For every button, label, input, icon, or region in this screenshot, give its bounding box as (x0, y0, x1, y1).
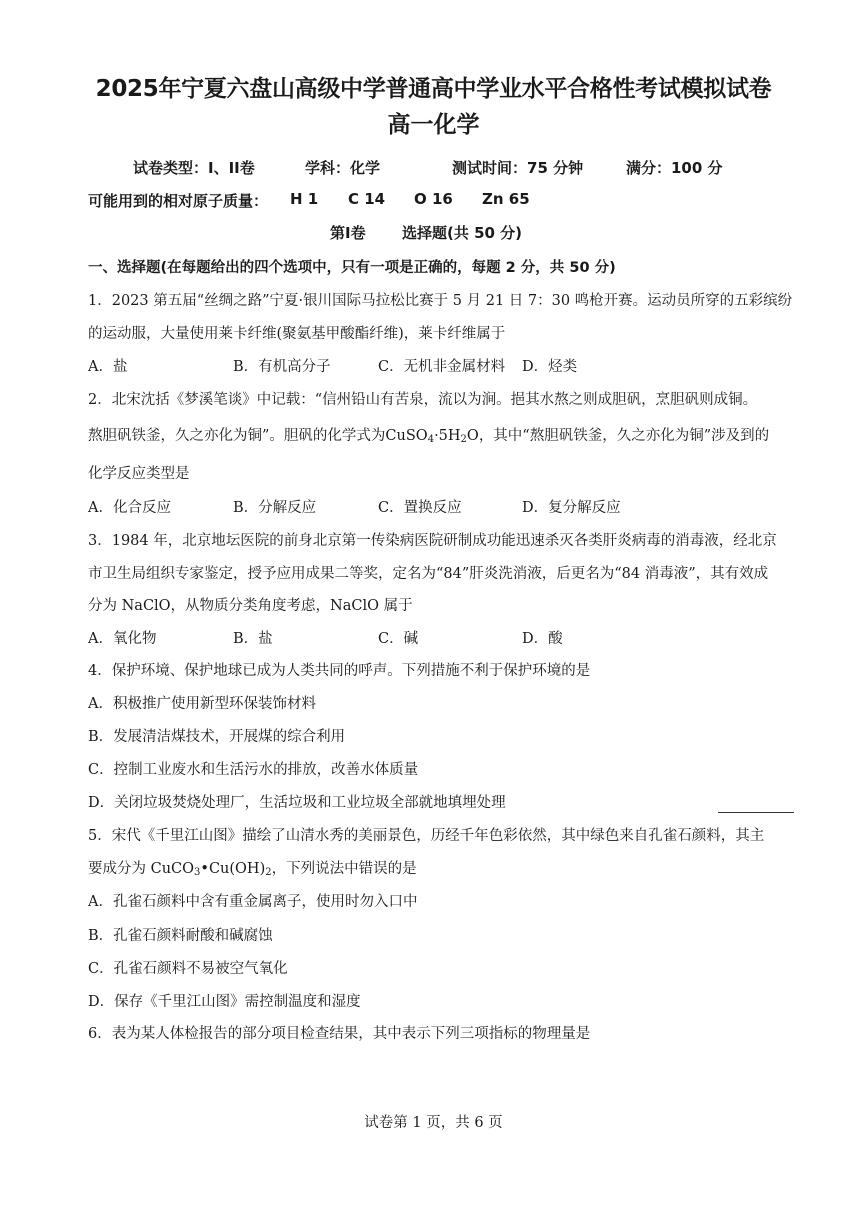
question-3-option-b: B．盐 (233, 631, 273, 647)
question-2-option-c: C．置换反应 (378, 500, 462, 516)
question-2-line-1: 2．北宋沈括《梦溪笔谈》中记载：“信州铅山有苦泉，流以为涧。挹其水熬之则成胆矾，烹胆矾则成铜。 (88, 392, 758, 408)
formula-cuso4: $CuSO_4\cdot 5H_2O$ (385, 428, 479, 445)
question-1-option-a: A．盐 (88, 359, 128, 375)
question-5-line-2: 要成分为 $CuCO_3•Cu(OH)_2$，下列说法中错误的是 (88, 861, 417, 878)
question-1-option-d: D．烃类 (522, 359, 578, 375)
question-1-line-2: 的运动服，大量使用莱卡纤维(聚氨基甲酸酯纤维)，莱卡纤维属于 (88, 326, 506, 342)
question-5-option-a: A．孔雀石颜料中含有重金属离子，使用时勿入口中 (88, 894, 418, 910)
question-1-option-b: B．有机高分子 (233, 359, 331, 375)
question-3-option-a: A．氧化物 (88, 631, 157, 647)
question-2-option-b: B．分解反应 (233, 500, 317, 516)
atomic-mass-label: 可能用到的相对原子质量： (88, 192, 269, 210)
question-2-line-3: 化学反应类型是 (88, 466, 190, 482)
question-2-option-d: D．复分解反应 (522, 500, 621, 516)
atomic-mass-c: C 14 (348, 190, 386, 208)
exam-subtitle: 高一化学 (387, 112, 480, 138)
atomic-mass-zn: Zn 65 (482, 190, 530, 208)
question-6-line-1: 6．表为某人体检报告的部分项目检查结果，其中表示下列三项指标的物理量是 (88, 1026, 591, 1042)
question-2-line-2-pre: 熬胆矾铁釜，久之亦化为铜”。胆矾的化学式为 (88, 428, 386, 444)
exam-score: 满分：100 分 (626, 159, 723, 177)
question-3-option-c: C．碱 (378, 631, 419, 647)
exam-title: 2025年宁夏六盘山高级中学普通高中学业水平合格性考试模拟试卷 (95, 76, 772, 102)
question-4-option-d: D．关闭垃圾焚烧处理厂，生活垃圾和工业垃圾全部就地填埋处理 (88, 795, 506, 811)
question-5-line-1: 5．宋代《千里江山图》描绘了山清水秀的美丽景色，历经千年色彩依然，其中绿色来自孔雀石颜料，其主 (88, 828, 765, 844)
exam-type: 试卷类型：I、II卷 (133, 159, 255, 177)
exam-time: 测试时间：75 分钟 (452, 159, 584, 177)
question-4-option-b: B．发展清洁煤技术，开展煤的综合利用 (88, 729, 346, 745)
question-3-line-3: 分为 NaClO，从物质分类角度考虑，NaClO 属于 (88, 598, 413, 614)
question-3-line-2: 市卫生局组织专家鉴定，授予应用成果二等奖，定名为“84”肝炎洗消液，后更名为“84 消毒液”，其有效成 (88, 566, 769, 582)
divider-line (718, 812, 794, 813)
page-footer: 试卷第 1 页，共 6 页 (364, 1115, 503, 1131)
question-3-line-1: 3．1984 年，北京地坛医院的前身北京第一传染病医院研制成功能迅速杀灭各类肝炎病毒的消毒液，经北京 (88, 533, 777, 549)
question-3-option-d: D．酸 (522, 631, 563, 647)
question-4-option-c: C．控制工业废水和生活污水的排放，改善水体质量 (88, 762, 419, 778)
question-2-option-a: A．化合反应 (88, 500, 171, 516)
question-2-line-2 (88, 424, 769, 445)
atomic-mass-h: H 1 (290, 190, 319, 208)
question-4-option-a: A．积极推广使用新型环保装饰材料 (88, 696, 316, 712)
question-4-line-1: 4．保护环境、保护地球已成为人类共同的呼声。下列措施不利于保护环境的是 (88, 663, 591, 679)
section1-heading: 一、选择题(在每题给出的四个选项中，只有一项是正确的，每题 2 分，共 50 分) (88, 260, 616, 276)
question-1-line-1: 1．2023 第五届“丝绸之路”宁夏·银川国际马拉松比赛于 5 月 21 日 7：30 鸣枪开赛。运动员所穿的五彩缤纷 (88, 293, 793, 309)
atomic-mass-o: O 16 (414, 190, 453, 208)
question-5-option-c: C．孔雀石颜料不易被空气氧化 (88, 961, 288, 977)
part1-subtitle: 选择题(共 50 分) (402, 224, 523, 242)
exam-subject: 学科：化学 (305, 159, 381, 177)
question-5-option-b: B．孔雀石颜料耐酸和碱腐蚀 (88, 928, 273, 944)
question-5-option-d: D．保存《千里江山图》需控制温度和湿度 (88, 994, 361, 1010)
question-2-line-2-post: ，其中“熬胆矾铁釜，久之亦化为铜”涉及到的 (478, 428, 770, 444)
question-1-option-c: C．无机非金属材料 (378, 359, 506, 375)
part1-title: 第I卷 (330, 224, 366, 242)
